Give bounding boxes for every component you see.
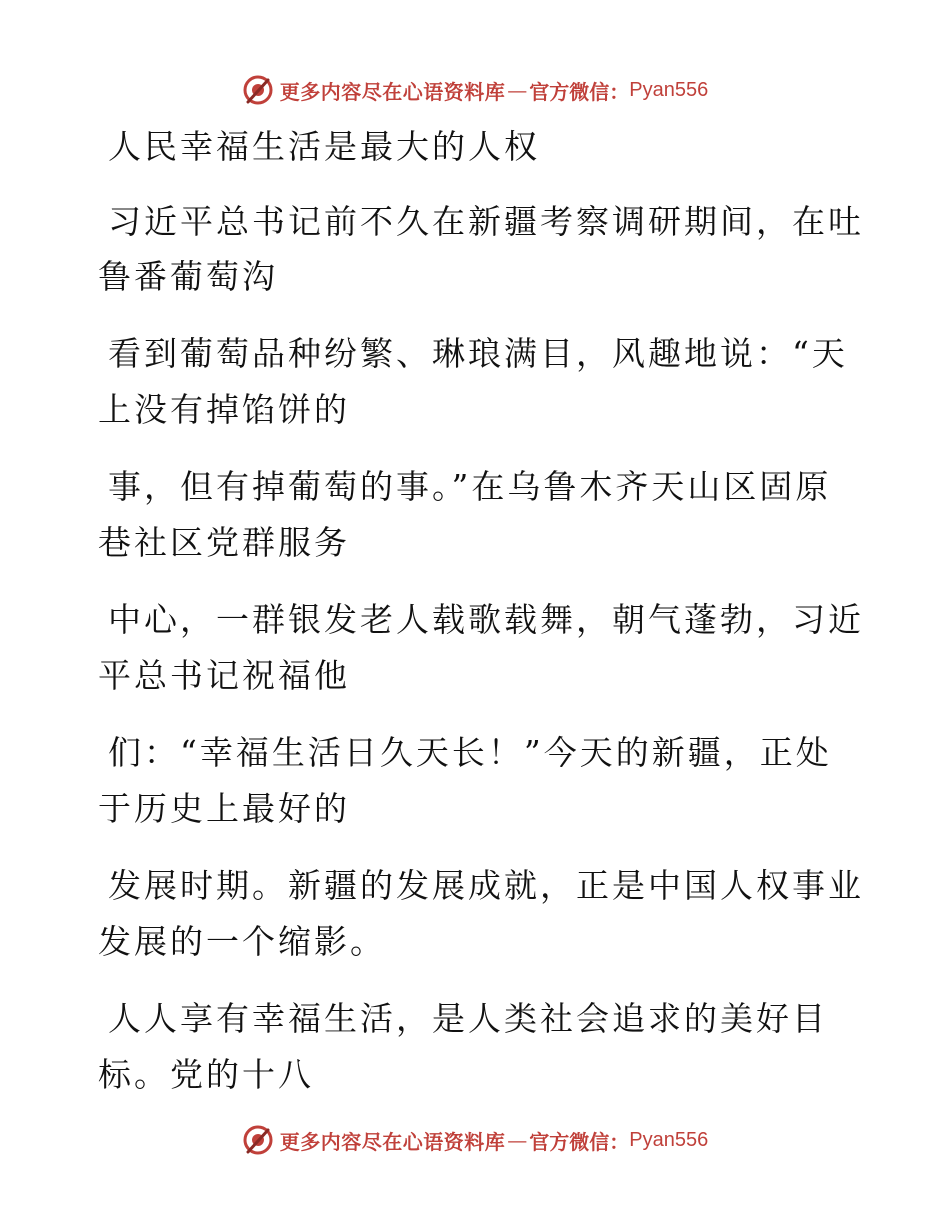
banner-separator: —	[507, 1128, 528, 1152]
paragraph-line: 标。党的十八	[98, 1055, 314, 1094]
paragraph-line: 习近平总书记前不久在新疆考察调研期间，在吐	[108, 202, 864, 241]
header-banner	[0, 70, 950, 110]
paragraph-line: 平总书记祝福他	[98, 656, 350, 695]
paragraph-line: 事，但有掉葡萄的事。”在乌鲁木齐天山区固原	[108, 467, 832, 506]
pen-logo-icon	[242, 1124, 274, 1156]
paragraph-line: 中心，一群银发老人载歌载舞，朝气蓬勃，习近	[108, 600, 864, 639]
pen-logo-icon	[242, 74, 274, 106]
banner-separator: —	[507, 78, 528, 102]
banner-main-text: 更多内容尽在心语资料库	[279, 79, 506, 104]
paragraph-line: 于历史上最好的	[98, 789, 350, 828]
paragraph-line: 人人享有幸福生活，是人类社会追求的美好目	[108, 999, 828, 1038]
banner-wechat-label: 官方微信：	[529, 1129, 630, 1154]
paragraph-line: 巷社区党群服务	[98, 523, 350, 562]
paragraph-line: 鲁番葡萄沟	[98, 257, 278, 296]
banner-wechat-label: 官方微信：	[529, 79, 630, 104]
paragraph-line: 们：“幸福生活日久天长！”今天的新疆，正处	[108, 733, 832, 772]
paragraph-line: 发展时期。新疆的发展成就，正是中国人权事业	[108, 866, 864, 905]
document-title: 人民幸福生活是最大的人权	[108, 127, 540, 166]
paragraph-line: 看到葡萄品种纷繁、琳琅满目，风趣地说：“天	[108, 334, 848, 373]
footer-banner	[0, 1120, 950, 1160]
banner-wechat-id: Pyan556	[629, 78, 709, 101]
banner-main-text: 更多内容尽在心语资料库	[279, 1129, 506, 1154]
banner-wechat-id: Pyan556	[629, 1128, 709, 1151]
paragraph-line: 上没有掉馅饼的	[98, 390, 350, 429]
paragraph-line: 发展的一个缩影。	[98, 922, 386, 961]
